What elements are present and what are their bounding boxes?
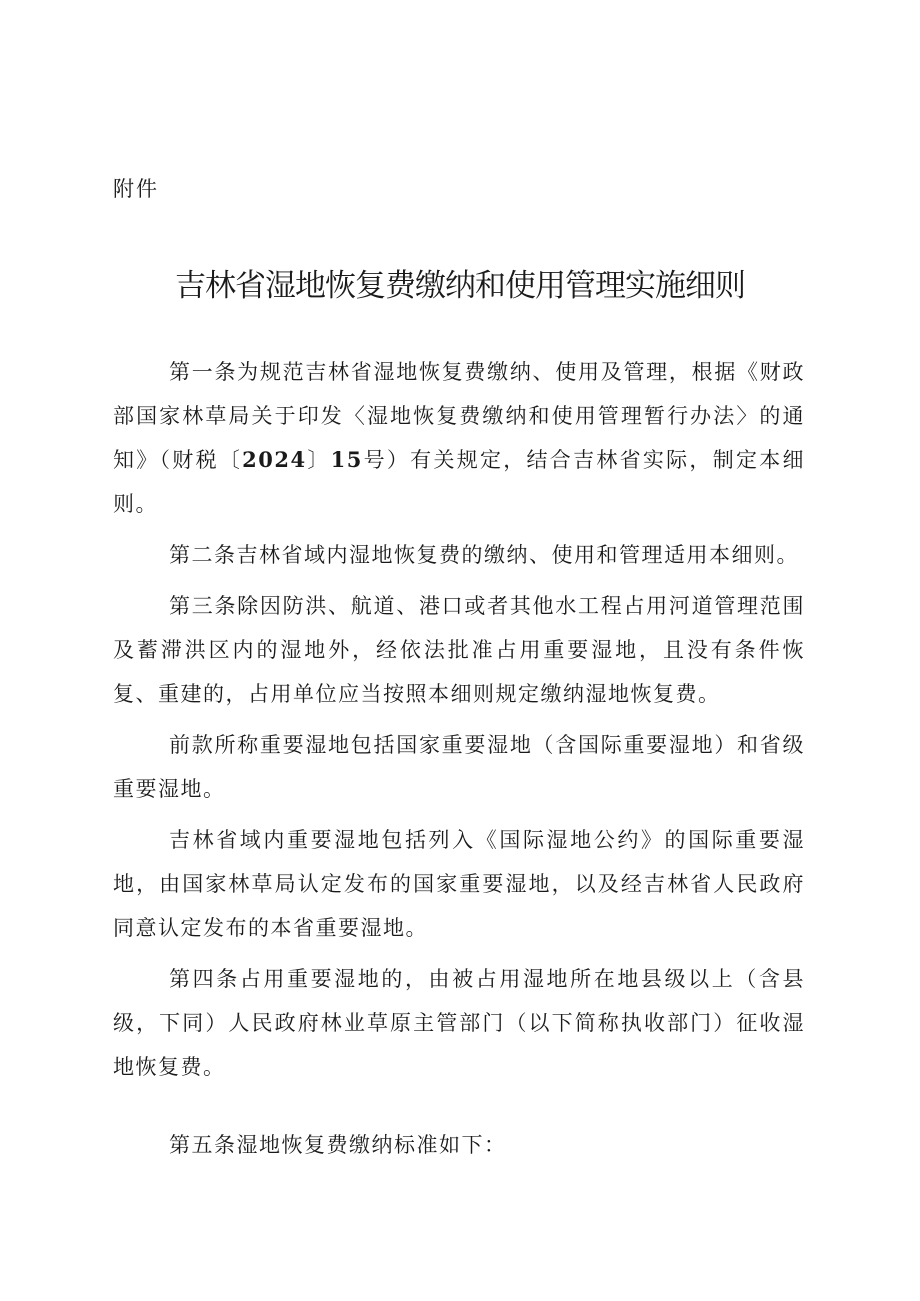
paragraph-1-doc-number: 15 [330, 447, 363, 472]
paragraph-article-4: 第四条占用重要湿地的，由被占用湿地所在地县级以上（含县级，下同）人民政府林业草原主管部门（以下简称执收部门）征收湿地恢复费。 [113, 967, 805, 1079]
paragraph-important-wetland-definition: 前款所称重要湿地包括国家重要湿地（含国际重要湿地）和省级重要湿地。 [113, 733, 805, 801]
paragraph-1-text-mid: 〕 [306, 448, 331, 472]
paragraph-1-text-before: 第一条为规范吉林省湿地恢复费缴纳、使用及管理，根据《财政部国家林草局关于印发〈湿地恢复费缴纳和使用管理暂行办法〉的通知》（财税〔 [113, 360, 805, 472]
paragraph-article-5: 第五条湿地恢复费缴纳标准如下： [169, 1133, 507, 1157]
attachment-label: 附件 [113, 177, 159, 201]
paragraph-article-3: 第三条除因防洪、航道、港口或者其他水工程占用河道管理范围及蓄滞洪区内的湿地外，经依法批准占用重要湿地，且没有条件恢复、重建的，占用单位应当按照本细则规定缴纳湿地恢复费。 [113, 594, 805, 706]
paragraph-article-2: 第二条吉林省域内湿地恢复费的缴纳、使用和管理适用本细则。 [169, 543, 799, 567]
paragraph-important-wetland-scope: 吉林省域内重要湿地包括列入《国际湿地公约》的国际重要湿地，由国家林草局认定发布的国家重要湿地，以及经吉林省人民政府同意认定发布的本省重要湿地。 [113, 828, 805, 940]
document-body [113, 350, 805, 1174]
paragraph-1-year: 2024 [242, 447, 307, 472]
document-title: 吉林省湿地恢复费缴纳和使用管理实施细则 [175, 268, 745, 304]
paragraph-article-1 [113, 350, 805, 526]
paragraph-1-text-after: 号）有关规定，结合吉林省实际，制定本细则。 [113, 448, 806, 516]
